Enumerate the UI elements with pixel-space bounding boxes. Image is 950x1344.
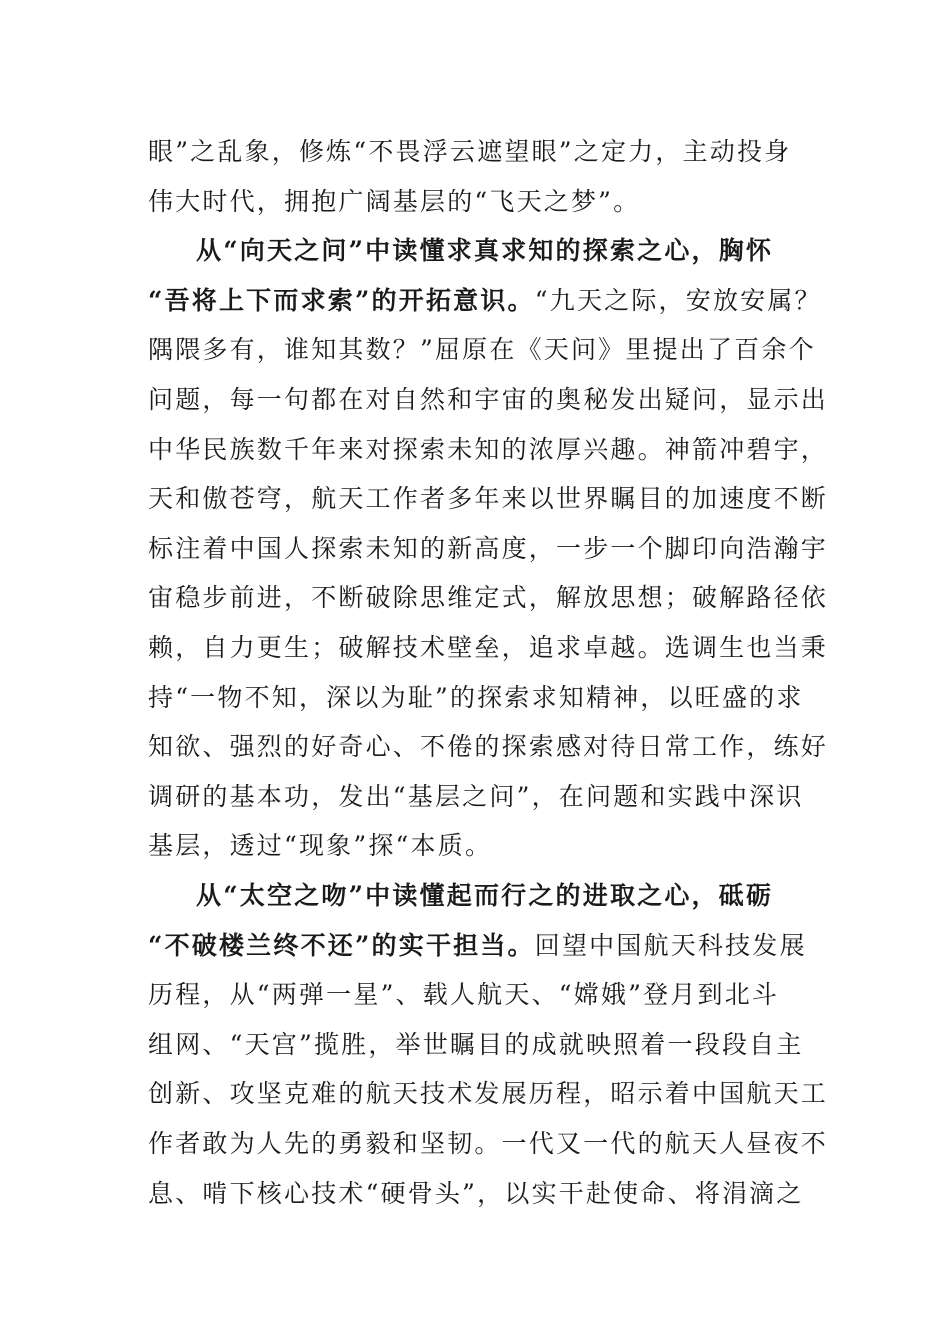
text-line [148, 633, 828, 663]
text-line [148, 1129, 828, 1159]
body-text: 回望中国航天科技发展 [534, 931, 807, 960]
bold-heading-text: 从“向天之问”中读懂求真求知的探索之心，胸怀 [196, 236, 774, 265]
text-line [148, 286, 822, 316]
body-text: 标注着中国人探索未知的新高度，一步一个脚印向浩瀚宇 [148, 534, 829, 563]
body-text: 知欲、强烈的好奇心、不倦的探索感对待日常工作，练好 [148, 732, 829, 761]
text-line: 眼”之乱象，修炼“不畏浮云遮望眼”之定力，主动投身 [148, 137, 792, 166]
body-text: “九天之际，安放安属？ [534, 286, 822, 315]
text-line [148, 435, 828, 465]
body-text: 基层，透过“现象”探“本质。 [148, 831, 493, 860]
text-line [148, 1079, 828, 1109]
body-text: 创新、攻坚克难的航天技术发展历程，昭示着中国航天工 [148, 1079, 829, 1108]
text-line [148, 1179, 804, 1209]
text-line [148, 534, 828, 564]
text-line [148, 1030, 804, 1060]
body-text: 组网、“天宫”揽胜，举世瞩目的成就映照着一段段自主 [148, 1030, 804, 1059]
text-line [148, 683, 804, 713]
body-text: 调研的基本功，发出“基层之问”，在问题和实践中深识 [148, 782, 804, 811]
text-line [148, 583, 828, 613]
body-text: 问题，每一句都在对自然和宇宙的奥秘发出疑问，显示出 [148, 385, 829, 414]
text-line [148, 980, 779, 1010]
bold-heading-text: 从“太空之吻”中读懂起而行之的进取之心，砥砺 [196, 881, 774, 910]
body-text: 作者敢为人先的勇毅和坚韧。一代又一代的航天人昼夜不 [148, 1129, 829, 1158]
bold-heading-text: “吾将上下而求索”的开拓意识。 [148, 286, 535, 315]
text-line [148, 782, 804, 812]
body-text: 中华民族数千年来对探索未知的浓厚兴趣。神箭冲碧宇， [148, 435, 829, 464]
body-text: 持“一物不知，深以为耻”的探索求知精神，以旺盛的求 [148, 683, 804, 712]
body-text: 隅隈多有，谁知其数？”屈原在《天问》里提出了百余个 [148, 335, 816, 364]
text-line [148, 484, 828, 514]
body-text: 天和傲苍穹，航天工作者多年来以世界瞩目的加速度不断 [148, 484, 829, 513]
text-line [148, 732, 828, 762]
text-line [196, 236, 773, 266]
text-line [196, 881, 773, 911]
text-line [148, 931, 807, 961]
body-text: 历程，从“两弹一星”、载人航天、“嫦娥”登月到北斗 [148, 980, 780, 1009]
bold-heading-text: “不破楼兰终不还”的实干担当。 [148, 931, 535, 960]
text-line [148, 831, 492, 861]
body-text: 息、啃下核心技术“硬骨头”，以实干赴使命、将涓滴之 [148, 1179, 804, 1208]
text-line [148, 335, 816, 365]
text-line: 伟大时代，拥抱广阔基层的“飞天之梦”。 [148, 187, 641, 216]
body-text: 宙稳步前进，不断破除思维定式，解放思想；破解路径依 [148, 583, 829, 612]
text-line [148, 385, 828, 415]
body-text: 赖，自力更生；破解技术壁垒，追求卓越。选调生也当秉 [148, 633, 829, 662]
